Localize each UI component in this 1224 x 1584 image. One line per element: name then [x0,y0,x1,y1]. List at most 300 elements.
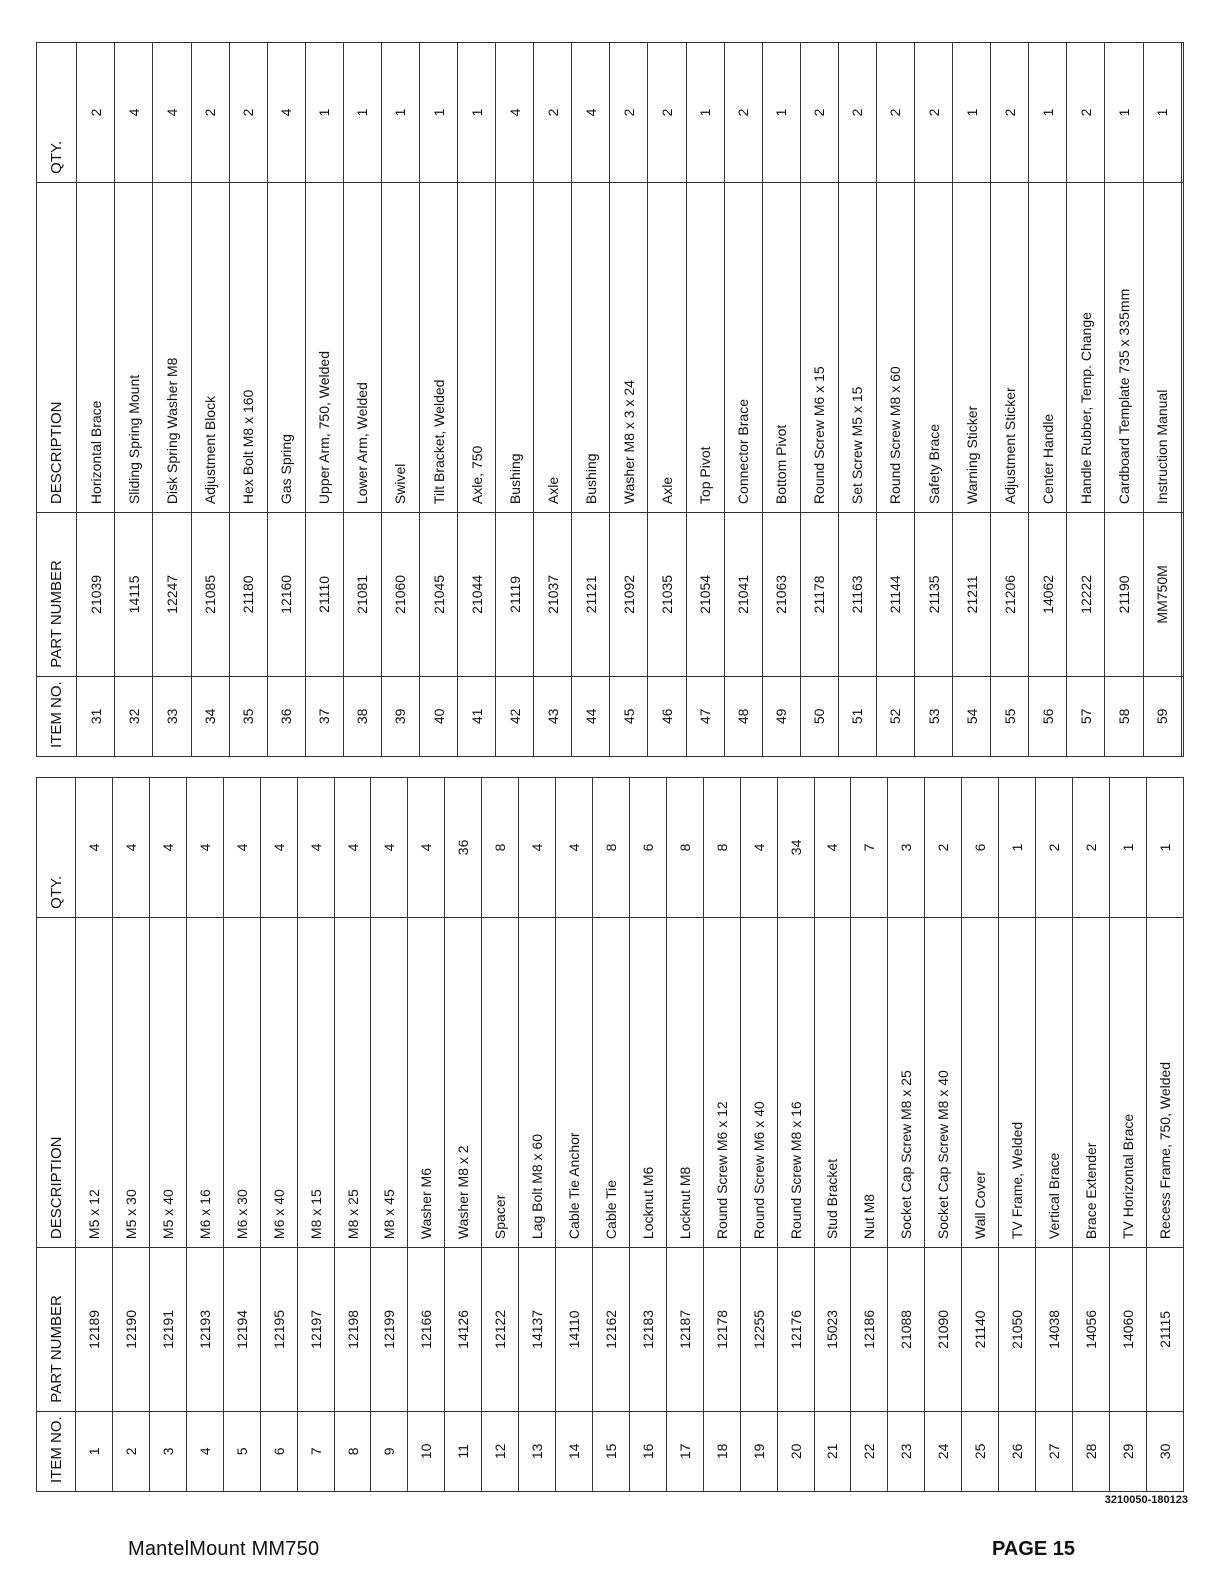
column-header: DESCRIPTION [37,917,76,1247]
table-row [925,778,962,1492]
part-number: 12187 [666,1248,703,1412]
quantity: 4 [496,43,534,183]
part-description: Gas Spring [267,182,305,512]
column-header: ITEM NO. [37,1411,76,1491]
item-number: 35 [229,676,267,756]
item-number: 54 [953,676,991,756]
part-number: 12122 [482,1248,519,1412]
part-number: 21035 [648,513,686,677]
quantity: 4 [334,778,371,918]
table-row [1029,43,1067,757]
quantity: 1 [305,43,343,183]
table-row [297,778,334,1492]
part-description: Lag Bolt M8 x 60 [519,917,556,1247]
item-number: 13 [519,1411,556,1491]
part-number: 12197 [297,1248,334,1412]
quantity: 2 [876,43,914,183]
item-number: 23 [888,1411,925,1491]
table-row [305,43,343,757]
item-number: 45 [610,676,648,756]
table-row [724,43,762,757]
part-description: M5 x 12 [76,917,113,1247]
table-row [888,778,925,1492]
quantity: 2 [534,43,572,183]
part-description: Top Pivot [686,182,724,512]
item-number: 33 [153,676,191,756]
quantity: 4 [260,778,297,918]
part-description [1181,182,1183,512]
table-row [77,43,115,757]
part-description: Cable Tie [593,917,630,1247]
part-number: 12190 [113,1248,150,1412]
part-number: 12194 [223,1248,260,1412]
item-number: 52 [876,676,914,756]
quantity [1181,43,1183,183]
item-number: 48 [724,676,762,756]
quantity: 6 [629,778,666,918]
part-description: Adjustment Block [191,182,229,512]
item-number [1181,676,1183,756]
table-row [1105,43,1143,757]
part-number: 12160 [267,513,305,677]
table-row [519,778,556,1492]
part-description: Socket Cap Screw M8 x 25 [888,917,925,1247]
part-description: Socket Cap Screw M8 x 40 [925,917,962,1247]
table-row [991,43,1029,757]
part-description: Connector Brace [724,182,762,512]
table-row [149,778,186,1492]
table-row [593,778,630,1492]
item-number: 12 [482,1411,519,1491]
part-number: 15023 [814,1248,851,1412]
quantity: 4 [740,778,777,918]
item-number: 43 [534,676,572,756]
quantity: 2 [1067,43,1105,183]
quantity: 2 [838,43,876,183]
part-number: 12247 [153,513,191,677]
part-description: Locknut M8 [666,917,703,1247]
table-row [740,778,777,1492]
part-description: M6 x 40 [260,917,297,1247]
part-number: 21135 [915,513,953,677]
table-header-row [37,43,77,757]
quantity: 2 [724,43,762,183]
quantity: 1 [1146,778,1183,918]
part-description: Adjustment Sticker [991,182,1029,512]
part-description: M5 x 40 [149,917,186,1247]
part-number: 12178 [703,1248,740,1412]
quantity: 1 [1029,43,1067,183]
part-description: Sliding Spring Mount [115,182,153,512]
part-description: Center Handle [1029,182,1067,512]
quantity: 34 [777,778,814,918]
part-description: TV Frame, Welded [999,917,1036,1247]
part-description: Instruction Manual [1143,182,1181,512]
part-description: Disk Spring Washer M8 [153,182,191,512]
item-number: 50 [800,676,838,756]
item-number: 47 [686,676,724,756]
part-number: 21140 [962,1248,999,1412]
table-row [186,778,223,1492]
quantity: 2 [800,43,838,183]
part-number: 21063 [762,513,800,677]
quantity: 7 [851,778,888,918]
part-number: 21144 [876,513,914,677]
item-number: 28 [1072,1411,1109,1491]
table-row [838,43,876,757]
table-row [777,778,814,1492]
table-row [556,778,593,1492]
item-number: 58 [1105,676,1143,756]
part-number: 21211 [953,513,991,677]
item-number: 38 [343,676,381,756]
table-row [381,43,419,757]
part-number: 21085 [191,513,229,677]
item-number: 42 [496,676,534,756]
part-description: Washer M8 x 3 x 24 [610,182,648,512]
table-row [1143,43,1181,757]
table-row [1146,778,1183,1492]
table-row [534,43,572,757]
table-row [1036,778,1073,1492]
item-number: 8 [334,1411,371,1491]
part-description: Round Screw M6 x 12 [703,917,740,1247]
quantity: 1 [381,43,419,183]
part-number: 12195 [260,1248,297,1412]
item-number: 5 [223,1411,260,1491]
quantity: 8 [666,778,703,918]
quantity: 2 [648,43,686,183]
item-number: 34 [191,676,229,756]
table-row [666,778,703,1492]
part-description: Round Screw M6 x 15 [800,182,838,512]
part-number: 21050 [999,1248,1036,1412]
quantity: 4 [149,778,186,918]
part-description: M6 x 16 [186,917,223,1247]
item-number: 9 [371,1411,408,1491]
part-number: 21090 [925,1248,962,1412]
table-row [76,778,113,1492]
table-row [115,43,153,757]
footer-page-number: PAGE 15 [992,1538,1075,1560]
table-row [191,43,229,757]
table-row [371,778,408,1492]
item-number: 37 [305,676,343,756]
part-description: Washer M8 x 2 [445,917,482,1247]
part-description: Axle, 750 [458,182,496,512]
part-number: 21206 [991,513,1029,677]
quantity: 8 [703,778,740,918]
part-description: Locknut M6 [629,917,666,1247]
part-description: Hex Bolt M8 x 160 [229,182,267,512]
part-number: 12198 [334,1248,371,1412]
part-description: Set Screw M5 x 15 [838,182,876,512]
quantity: 1 [420,43,458,183]
part-number: 21039 [77,513,115,677]
table-row [458,43,496,757]
part-description: Vertical Brace [1036,917,1073,1247]
column-header: DESCRIPTION [37,182,77,512]
column-header: QTY. [37,43,77,183]
column-header: ITEM NO. [37,676,77,756]
footer-product-name: MantelMount MM750 [128,1538,320,1560]
quantity: 4 [814,778,851,918]
part-description: M6 x 30 [223,917,260,1247]
table-row [762,43,800,757]
quantity: 1 [686,43,724,183]
part-description: Lower Arm, Welded [343,182,381,512]
quantity: 4 [267,43,305,183]
quantity: 2 [925,778,962,918]
quantity: 1 [953,43,991,183]
quantity: 1 [343,43,381,183]
item-number: 41 [458,676,496,756]
quantity: 4 [556,778,593,918]
part-number: 12183 [629,1248,666,1412]
part-description: Brace Extender [1072,917,1109,1247]
item-number: 57 [1067,676,1105,756]
part-description: Stud Bracket [814,917,851,1247]
quantity: 2 [77,43,115,183]
item-number: 40 [420,676,458,756]
table-row [953,43,991,757]
item-number: 44 [572,676,610,756]
part-description: Handle Rubber, Temp. Change [1067,182,1105,512]
part-number: 12176 [777,1248,814,1412]
item-number: 51 [838,676,876,756]
quantity: 2 [1036,778,1073,918]
item-number: 36 [267,676,305,756]
table-row [260,778,297,1492]
part-description: Axle [648,182,686,512]
column-header: PART NUMBER [37,513,77,677]
part-number: 21092 [610,513,648,677]
parts-table-items-31-59 [36,42,1184,757]
item-number: 15 [593,1411,630,1491]
item-number: 46 [648,676,686,756]
table-row [962,778,999,1492]
quantity: 2 [610,43,648,183]
column-header: QTY. [37,778,76,918]
item-number: 19 [740,1411,777,1491]
table-row [629,778,666,1492]
table-row [267,43,305,757]
part-description: M8 x 25 [334,917,371,1247]
part-number: 21037 [534,513,572,677]
item-number: 11 [445,1411,482,1491]
quantity: 6 [962,778,999,918]
quantity: 4 [572,43,610,183]
quantity: 4 [297,778,334,918]
part-number: 21045 [420,513,458,677]
quantity: 2 [915,43,953,183]
part-description: Safety Brace [915,182,953,512]
part-description: Nut M8 [851,917,888,1247]
quantity: 2 [991,43,1029,183]
part-description: Spacer [482,917,519,1247]
table-row [610,43,648,757]
table-row [648,43,686,757]
part-number: 12189 [76,1248,113,1412]
part-description: TV Horizontal Brace [1109,917,1146,1247]
part-number: 21088 [888,1248,925,1412]
part-number: 21163 [838,513,876,677]
item-number: 27 [1036,1411,1073,1491]
table-row [482,778,519,1492]
quantity: 3 [888,778,925,918]
parts-table [36,42,1184,757]
table-row [915,43,953,757]
part-description: Warning Sticker [953,182,991,512]
part-number: 14137 [519,1248,556,1412]
part-number: 21054 [686,513,724,677]
part-number: 21115 [1146,1248,1183,1412]
item-number: 25 [962,1411,999,1491]
part-description: Recess Frame, 750, Welded [1146,917,1183,1247]
quantity: 1 [999,778,1036,918]
part-description: Upper Arm, 750, Welded [305,182,343,512]
table-row [223,778,260,1492]
quantity: 1 [1143,43,1181,183]
table-row [999,778,1036,1492]
table-row [876,43,914,757]
table-row [334,778,371,1492]
part-number: 21110 [305,513,343,677]
part-number: 12193 [186,1248,223,1412]
quantity: 4 [519,778,556,918]
item-number: 30 [1146,1411,1183,1491]
part-number: 21180 [229,513,267,677]
item-number: 32 [115,676,153,756]
table-row [229,43,267,757]
part-number: 21041 [724,513,762,677]
item-number: 22 [851,1411,888,1491]
table-row [343,43,381,757]
item-number: 18 [703,1411,740,1491]
table-row [572,43,610,757]
item-number: 24 [925,1411,962,1491]
part-number: 14060 [1109,1248,1146,1412]
part-description: M8 x 15 [297,917,334,1247]
item-number: 53 [915,676,953,756]
part-number: 21121 [572,513,610,677]
parts-table [36,777,1184,1492]
part-description: Tilt Bracket, Welded [420,182,458,512]
part-number [1181,513,1183,677]
item-number: 6 [260,1411,297,1491]
part-description: Horizontal Brace [77,182,115,512]
part-number: 21190 [1105,513,1143,677]
quantity: 36 [445,778,482,918]
part-description: Cardboard Template 735 x 335mm [1105,182,1143,512]
quantity: 4 [115,43,153,183]
column-header: PART NUMBER [37,1248,76,1412]
item-number: 7 [297,1411,334,1491]
quantity: 2 [229,43,267,183]
quantity: 1 [1105,43,1143,183]
parts-table-items-1-30 [36,777,1184,1492]
part-description: Axle [534,182,572,512]
part-description: Bushing [496,182,534,512]
part-number: 14115 [115,513,153,677]
table-row [703,778,740,1492]
part-description: M8 x 45 [371,917,408,1247]
table-header-row [37,778,76,1492]
item-number: 1 [76,1411,113,1491]
part-description: M5 x 30 [113,917,150,1247]
table-row [1181,43,1183,757]
part-description: Swivel [381,182,419,512]
part-number: 14056 [1072,1248,1109,1412]
table-row [496,43,534,757]
part-number: 12191 [149,1248,186,1412]
quantity: 1 [458,43,496,183]
part-number: 12162 [593,1248,630,1412]
part-number: 14062 [1029,513,1067,677]
part-description: Bottom Pivot [762,182,800,512]
part-number: MM750M [1143,513,1181,677]
part-description: Round Screw M8 x 60 [876,182,914,512]
item-number: 49 [762,676,800,756]
item-number: 10 [408,1411,445,1491]
item-number: 29 [1109,1411,1146,1491]
item-number: 26 [999,1411,1036,1491]
item-number: 4 [186,1411,223,1491]
quantity: 4 [408,778,445,918]
quantity: 8 [482,778,519,918]
item-number: 16 [629,1411,666,1491]
item-number: 3 [149,1411,186,1491]
part-number: 14110 [556,1248,593,1412]
item-number: 31 [77,676,115,756]
part-description: Round Screw M6 x 40 [740,917,777,1247]
table-row [420,43,458,757]
quantity: 2 [1072,778,1109,918]
part-number: 21060 [381,513,419,677]
quantity: 4 [371,778,408,918]
table-row [153,43,191,757]
item-number: 55 [991,676,1029,756]
item-number: 17 [666,1411,703,1491]
quantity: 1 [762,43,800,183]
quantity: 1 [1109,778,1146,918]
part-number: 12222 [1067,513,1105,677]
part-description: Cable Tie Anchor [556,917,593,1247]
table-row [814,778,851,1492]
quantity: 4 [153,43,191,183]
table-row [1067,43,1105,757]
part-number: 12255 [740,1248,777,1412]
item-number: 21 [814,1411,851,1491]
part-number: 21119 [496,513,534,677]
part-description: Washer M6 [408,917,445,1247]
part-description: Wall Cover [962,917,999,1247]
part-number: 21044 [458,513,496,677]
quantity: 4 [223,778,260,918]
part-description: Bushing [572,182,610,512]
quantity: 4 [113,778,150,918]
item-number: 59 [1143,676,1181,756]
part-number: 12186 [851,1248,888,1412]
quantity: 4 [76,778,113,918]
quantity: 4 [186,778,223,918]
item-number: 2 [113,1411,150,1491]
table-row [1109,778,1146,1492]
quantity: 2 [191,43,229,183]
quantity: 8 [593,778,630,918]
part-number: 14126 [445,1248,482,1412]
part-description: Round Screw M8 x 16 [777,917,814,1247]
